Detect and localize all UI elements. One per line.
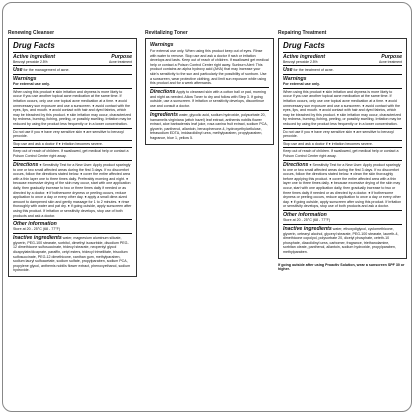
- uses-text: for the treatment of acne.: [293, 68, 334, 73]
- other-info-text: Store at 20 - 25°C (68 - 77°F): [13, 227, 61, 232]
- warnings-label: Warnings: [150, 42, 174, 48]
- inactive-text: water, magnesium aluminum silicate, glycerin, PEG-100 stearate, sorbitol, dimethyl isosorbide, disodium PEG-12 dimethicone sulfosuccinate, tridecyl stearate, neopentyl glycol dicaprylate/dicaprate, paraffin, cetyl esters, tridecyl trimellitate, trisodium sulfosuccinate, PEG-12 dimethicone, xanthan gum, methylparaben, sodium lauryl sulfoacetate, sodium sulfate, propylparaben, sodium PCA, propylene glycol, anthemis nobilis flower extract, phenoxyethanol, sodium hydroxide.: [13, 235, 131, 273]
- inactive-text: water, ethoxydiglycol, cyclomethicone, glycerin, cetearyl alcohol, glyceryl stearate, PEG-100 stearate, laureth-4, dimethicone copolyol, polysorbate 20, dicetyl phosphate, ceteth-10 phosphate, diazolidinyl urea, carbomer, fragrance, triethanolamine, sorbitan oleate, panthenol, allantoin, sodium hydroxide, propylparaben, methylparaben.: [283, 226, 399, 254]
- drug-facts-panel: [278, 38, 407, 259]
- active-ingredient-label: Active ingredient: [283, 54, 326, 60]
- directions-text: ● Sensitivity Test for a New User: Apply product sparingly to one or two small affected areas during the first 3 days. If no discomfort occurs, follow the directions stated below. ● cover the entire affected area with a thin layer one to three times daily. Preferably morning and night. ● because excessive drying of the skin may occur, start with one application daily, then gradually increase to two or three times daily if needed or as directed by a doctor. ● if bothersome dryness or peeling occurs, reduce application to once a day or every other day. ● apply a small dime-sized amount to dampened skin and gently massage for 1 to 2 minutes. ● rinse thoroughly with water and pat dry. ● if going outside, apply sunscreen after using this product. If irritation or sensitivity develops, stop use of both products and ask a doctor.: [13, 162, 132, 218]
- drug-facts-title: Drug Facts: [283, 41, 325, 50]
- column-title-toner: Revitalizing Toner: [145, 30, 188, 36]
- directions-label: Directions: [150, 88, 176, 95]
- warning-when-using: When using this product ● skin irritation and dryness is more likely to occur if you use another topical acne medication at the same time. If irritation occurs, only use one topical acne medication at a time. ● avoid unnecessary sun exposure and use a sunscreen. ● avoid contact with the eyes, lips, and mouth. ● avoid contact with hair and dyed fabrics, which may be bleached by this product. ● skin irritation may occur, characterized by redness, burning, itching, peeling, or possibly swelling. Irritation may be reduced by using the product less frequently or in a lower concentration.: [13, 89, 132, 127]
- warning-keep-out: Keep out of reach of children. If swallowed, get medical help or contact a Poison Control Center right away.: [283, 149, 399, 159]
- warnings-external: For external use only.: [13, 82, 50, 87]
- toner-facts: [145, 38, 274, 148]
- uses-label: Use: [283, 67, 293, 74]
- other-info-label: Other information: [283, 211, 327, 218]
- warning-keep-out: Keep out of reach of children. If swallowed, get medical help or contact a Poison Control Center right away.: [13, 149, 129, 159]
- column-title-cleanser: Renewing Cleanser: [8, 30, 55, 36]
- inactive-label: Inactive ingredients: [13, 234, 62, 241]
- purpose-value: Acne treatment: [109, 60, 132, 64]
- warning-when-using: When using this product ● skin irritation and dryness is more likely to occur if you use another topical acne medication at the same time. If irritation occurs, only use one topical acne medication at a time. ● avoid unnecessary sun exposure and use a sunscreen. ● avoid contact with the eyes, lips, and mouth. ● avoid contact with hair and dyed fabrics, which may be bleached by this product. ● skin irritation may occur, characterized by redness, burning, itching, peeling, or possibly swelling. Irritation may be reduced by using the product less frequently or in a lower concentration.: [283, 89, 402, 127]
- active-ingredient-value: Benzoyl peroxide 2.5%: [13, 60, 48, 64]
- sunscreen-note: If going outside after using Proactiv Solution, wear a sunscreen SPF 30 or higher.: [278, 262, 405, 271]
- column-title-treatment: Repairing Treatment: [278, 30, 327, 36]
- directions-text: Apply to cleansed skin with a cotton ball or pad, morning and night as needed. Allow Toner to dry and follow with Step 3. If going outside, use a sunscreen. If irritation or sensitivity develops, discontinue use and consult a doctor.: [150, 89, 266, 108]
- purpose-label: Purpose: [381, 54, 402, 60]
- cleanser-drug-facts: [8, 38, 137, 280]
- directions-label: Directions: [283, 161, 309, 168]
- ingredients-label: Ingredients: [150, 111, 178, 118]
- drug-facts-panel: [8, 38, 137, 277]
- ingredients-text: water, glycolic acid, sodium hydroxide, polysorbate 20, hamamelis virginiana (witch hazel) leaf extract, anthemis nobilis flower extract, aloe barbadensis leaf juice, rosa canina fruit extract, sodium PCA, glycerin, panthenol, allantoin, benzophenone-4, hydroxyethylcellulose, tetrasodium EDTA, imidazolidinyl urea, methylparaben, propylparaben, fragrance, blue 1, yellow 5.: [150, 112, 268, 140]
- uses-text: for the management of acne.: [23, 68, 70, 73]
- warnings-label: Warnings: [283, 76, 307, 83]
- inactive-label: Inactive ingredients: [283, 225, 332, 232]
- active-ingredient-value: Benzoyl peroxide 2.5%: [283, 60, 318, 64]
- warnings-panel: [145, 38, 274, 145]
- treatment-drug-facts: [278, 38, 407, 271]
- directions-text: ● Sensitivity Test for a New User: Apply product sparingly to one or two small affected areas during the first 3 days. If no discomfort occurs, follow the directions stated below. ● clean the skin thoroughly before applying this product. ● cover the entire affected area with a thin layer one to three times daily. ● because excessive drying of the skin may occur, start with one application daily, then gradually increase to two or three times daily if needed or as directed by a doctor. ● if bothersome dryness or peeling occurs, reduce application to once a day or every other day. ● if going outside, apply sunscreen after using this product. If irritation or sensitivity develops, stop use of both products and ask a doctor.: [283, 162, 402, 209]
- warning-stop-use: Stop use and ask a doctor if ● irritation becomes severe.: [283, 141, 373, 146]
- warnings-external: For external use only.: [283, 82, 320, 87]
- warnings-label: Warnings: [13, 76, 37, 83]
- other-info-label: Other information: [13, 221, 57, 228]
- purpose-value: Acne treatment: [379, 60, 402, 64]
- purpose-label: Purpose: [111, 54, 132, 60]
- warning-stop-use: Stop use and ask a doctor if ● irritation becomes severe.: [13, 141, 103, 146]
- warnings-text: For external use only. When using this product keep out of eyes. Rinse with water to remove. Stop use and ask a doctor if rash or irritation develops and lasts. Keep out of reach of children. If swallowed get medical help or contact a Poison Control Center right away. Sunburn Alert: This product contains an alpha hydroxy acid (AHA) that may increase your skin's sensitivity to the sun and particularly the possibility of sunburn. Use a sunscreen, wear protective clothing, and limit sun exposure while using this product and for a week afterwards.: [150, 49, 269, 86]
- active-ingredient-label: Active ingredient: [13, 54, 56, 60]
- other-info-text: Store at 20 - 25°C (68 - 77°F): [283, 217, 331, 222]
- uses-label: Use: [13, 67, 23, 74]
- directions-label: Directions: [13, 161, 39, 168]
- drug-facts-title: Drug Facts: [13, 41, 55, 50]
- warning-do-not-use: Do not use if you ● have very sensitive skin ● are sensitive to benzoyl peroxide.: [13, 129, 124, 139]
- warning-do-not-use: Do not use if you ● have very sensitive skin ● are sensitive to benzoyl peroxide.: [283, 129, 394, 139]
